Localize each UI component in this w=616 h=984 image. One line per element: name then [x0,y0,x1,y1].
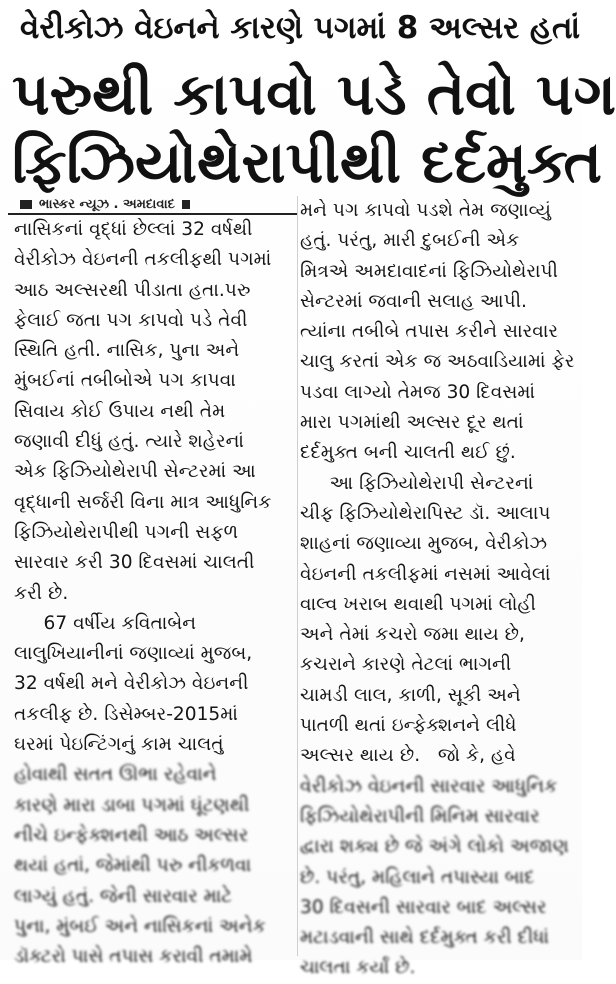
body-line: ત્યાંના તબીબે તપાસ કરીને સારવાર [300,321,559,343]
byline [20,193,295,215]
article-column-right [300,196,575,984]
article-column-left [14,215,294,972]
body-line: નીચે ઇન્ફેક્શનથી આઠ અલ્સર [14,824,249,846]
body-line: ચાલુ કરતાં એક જ અઠવાડિયામાં ફેર [300,351,575,373]
body-line: વૃદ્ધાની સર્જરી વિના માત્ર આધુનિક [14,491,272,513]
headline-line-2: ફિઝિયોથેરાપીથી દર્દમુક્ત [12,128,602,196]
body-line: પાતળી થતાં ઇન્ફેક્શનને લીધે [300,715,517,737]
article-kicker: વેરીકોઝ વેઇનને કારણે પગમાં 8 અલ્સર હતાં [20,10,581,46]
body-line: વાલ્વ ખરાબ થવાથી પગમાં લોહી [300,593,536,615]
body-line: એક ફિઝિયોથેરાપી સેન્ટરમાં આ [14,461,256,483]
body-line: કરી છે. [14,582,69,604]
body-line: મિત્રએ અમદાવાદનાં ફિઝિયોથેરાપી [300,260,558,282]
byline-bar-tail-icon [182,200,190,209]
body-line: ચાલતા કર્યાં છે. [300,957,416,979]
body-line: હોવાથી સતત ઊભા રહેવાને [14,764,217,786]
body-line: થયાં હતાં, જેમાંથી પરુ નીકળવા [14,855,252,877]
body-line: ફિઝિયોથેરાપીની મિનિમ સારવાર [300,805,540,827]
body-line: આ ફિઝિયોથેરાપી સેન્ટરનાં [300,472,534,494]
body-line: કારણે મારા ડાબા પગમાં ઘૂંટણથી [14,794,250,816]
body-line: જણાવી દીધું હતું. ત્યારે શહેરનાં [14,431,244,453]
body-line: સ્થિતિ હતી. નાસિક, પુના અને [14,340,240,362]
body-line: લાગ્યું હતું. જેની સારવાર માટે [14,885,233,907]
body-line: વેરીકોઝ વેઇનની સારવાર આધુનિક [300,775,558,797]
body-line: મને પગ કાપવો પડશે તેમ જણાવ્યું [300,200,551,221]
body-line: ચીફ ફિઝિયોથેરાપિસ્ટ ડૉ. આલાપ [300,502,551,524]
body-line: શાહનાં જણાવ્યા મુજબ, વેરીકોઝ [300,533,548,555]
body-line: ફિઝિયોથેરાપીથી પગની સફળ [14,521,239,543]
body-line: સારવાર કરી 30 દિવસમાં ચાલતી [14,552,255,574]
body-line: પડવા લાગ્યો તેમજ 30 દિવસમાં [300,381,536,403]
body-line: ફેલાઈ જતા પગ કાપવો પડે તેવી [14,309,248,331]
body-line: સેન્ટરમાં જવાની સલાહ આપી. [300,290,527,312]
body-line: દ્વારા શક્ય છે જે અંગે લોકો અજાણ [300,836,569,858]
body-line: 67 વર્ષીય કવિતાબેન [14,612,197,634]
body-line: પુના, મુંબઈ અને નાસિકનાં અનેક [14,915,266,937]
body-line: મટાડવાની સાથે દર્દમુક્ત કરી દીધાં [300,927,549,949]
body-line: આઠ અલ્સરથી પીડાતા હતા.પરુ [14,279,251,301]
body-line: ઘરમાં પેઇન્ટિંગનું કામ ચાલતું [14,734,224,756]
headline-line-1: પરુથી કાપવો પડે તેવો પગ [12,60,616,128]
body-line: સિવાય કોઈ ઉપાય નથી તેમ [14,400,226,422]
body-line: તકલીફ છે. ડિસેમ્બર-2015માં [14,703,238,725]
body-line: અલ્સર થાય છે. જો કે, હવે [300,745,516,767]
byline-bar-icon [20,200,32,209]
body-line: ડૉક્ટરો પાસે તપાસ કરાવી તમામે [14,946,253,968]
body-line: છે. પરંતુ, મહિલાને તપાસ્યા બાદ [300,866,535,888]
body-line: 30 દિવસની સારવાર બાદ અલ્સર [300,896,547,918]
body-line: અને તેમાં કચરો જમા થાય છે, [300,624,525,646]
body-line: 32 વર્ષથી મને વેરીકોઝ વેઇનની [14,673,249,695]
body-line: મારા પગમાંથી અલ્સર દૂર થતાં [300,412,524,434]
body-line: મુંબઈનાં તબીબોએ પગ કાપવા [14,370,236,392]
byline-text: ભાસ્કર ન્યૂઝ . અમદાવાદ [39,196,175,212]
body-line: દર્દમુક્ત બની ચાલતી થઈ છું. [300,442,516,464]
body-line: લાલુખિયાનીનાં જણાવ્યાં મુજબ, [14,643,253,665]
blurred-text-left [14,760,294,972]
body-line: વેરીકોઝ વેઇનની તકલીફથી પગમાં [14,249,272,271]
column-divider [297,196,298,956]
body-line: ચામડી લાલ, કાળી, સૂકી અને [300,684,521,706]
body-line: વેઇનની તકલીફમાં નસમાં આવેલાં [300,563,551,585]
body-line: કચરાને કારણે તેટલાં ભાગની [300,654,512,676]
blurred-text-right [300,772,570,984]
body-line: નાસિકનાં વૃદ્ધાં છેલ્લાં 32 વર્ષથી [14,219,253,240]
body-line: હતું. પરંતુ, મારી દુબઈની એક [300,230,520,252]
